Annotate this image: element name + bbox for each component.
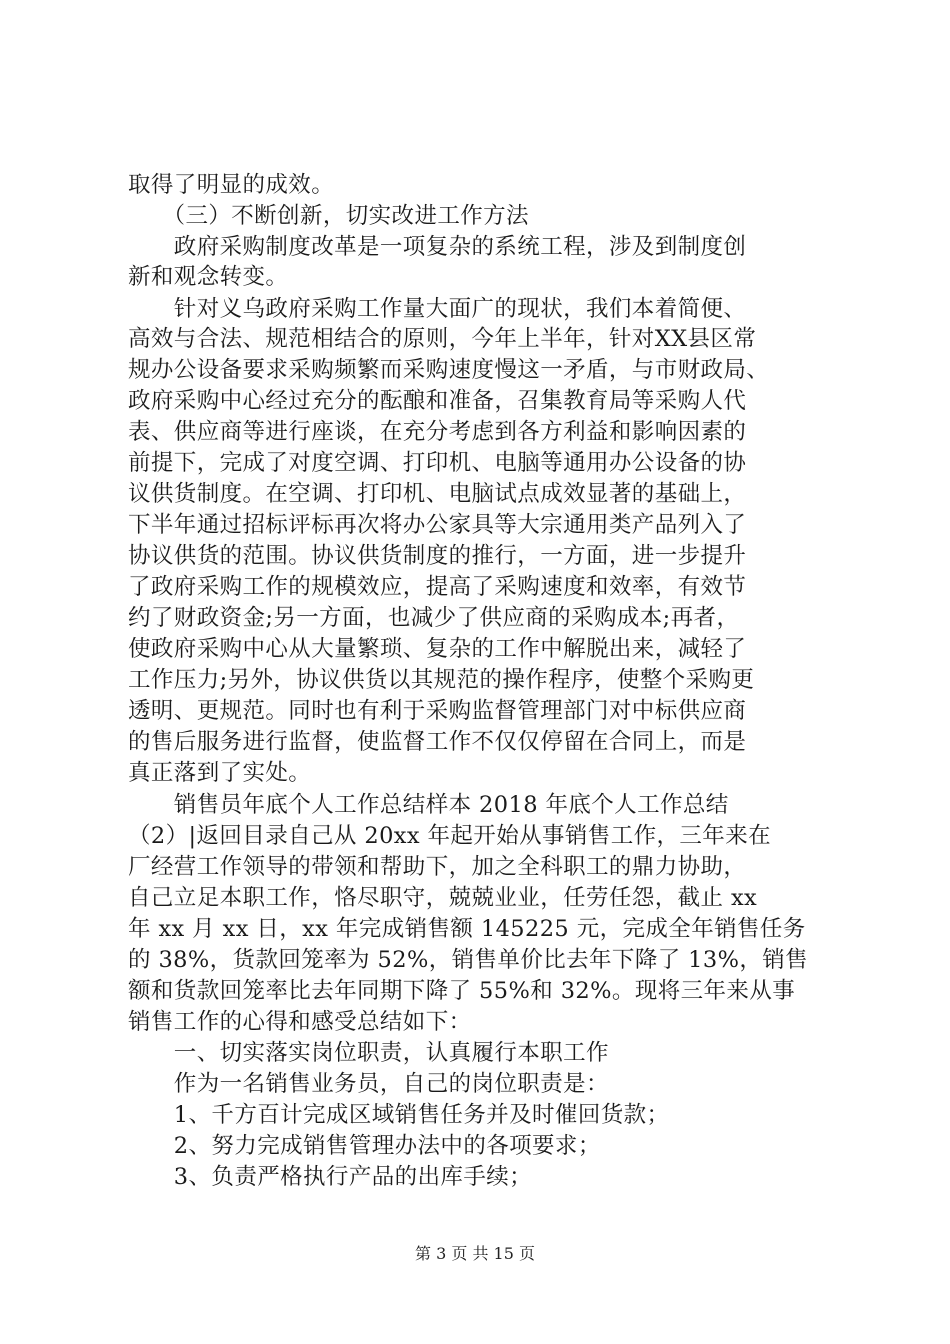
page-number: 第 3 页 共 15 页 (415, 1244, 535, 1263)
text-line: 透明、更规范。同时也有利于采购监督管理部门对中标供应商 (128, 698, 747, 724)
text-line: 真正落到了实处。 (128, 760, 312, 786)
text-line: 前提下，完成了对度空调、打印机、电脑等通用办公设备的协 (128, 450, 747, 476)
list-item: 3、负责严格执行产品的出库手续； (128, 1164, 533, 1190)
section-heading: （三）不断创新，切实改进工作方法 (128, 203, 529, 229)
text-line: 年 xx 月 xx 日，xx 年完成销售额 145225 元，完成全年销售任务 (128, 916, 806, 942)
text-line: 新和观念转变。 (128, 264, 289, 290)
section-heading: 销售员年底个人工作总结样本 2018 年底个人工作总结 (128, 792, 729, 818)
text-line: 作为一名销售业务员，自己的岗位职责是： (128, 1071, 609, 1097)
text-line: 自己立足本职工作，恪尽职守，兢兢业业，任劳任怨，截止 xx (128, 885, 758, 911)
text-line: 针对义乌政府采购工作量大面广的现状，我们本着简便、 (128, 296, 747, 322)
text-line: 的售后服务进行监督，使监督工作不仅仅停留在合同上，而是 (128, 729, 747, 755)
text-line: 高效与合法、规范相结合的原则，今年上半年，针对XX县区常 (128, 326, 757, 352)
text-line: 表、供应商等进行座谈，在充分考虑到各方利益和影响因素的 (128, 419, 747, 445)
section-heading: 一、切实落实岗位职责，认真履行本职工作 (128, 1040, 609, 1066)
text-line: 政府采购中心经过充分的酝酿和准备，召集教育局等采购人代 (128, 388, 747, 414)
text-line: 议供货制度。在空调、打印机、电脑试点成效显著的基础上， (128, 481, 747, 507)
text-line: 使政府采购中心从大量繁琐、复杂的工作中解脱出来，减轻了 (128, 636, 747, 662)
text-line: 厂经营工作领导的带领和帮助下，加之全科职工的鼎力协助， (128, 854, 747, 880)
text-line: 取得了明显的成效。 (128, 172, 335, 198)
text-line: 了政府采购工作的规模效应，提高了采购速度和效率，有效节 (128, 574, 747, 600)
text-line: 的 38%，货款回笼率为 52%，销售单价比去年下降了 13%，销售 (128, 947, 809, 973)
list-item: 1、千方百计完成区域销售任务并及时催回货款； (128, 1102, 670, 1128)
text-line: 工作压力;另外，协议供货以其规范的操作程序，使整个采购更 (128, 667, 755, 693)
text-line: 协议供货的范围。协议供货制度的推行，一方面，进一步提升 (128, 543, 747, 569)
text-line: 政府采购制度改革是一项复杂的系统工程，涉及到制度创 (128, 234, 747, 260)
text-line: （2）|返回目录自己从 20xx 年起开始从事销售工作，三年来在 (128, 823, 772, 849)
text-line: 下半年通过招标评标再次将办公家具等大宗通用类产品列入了 (128, 512, 747, 538)
text-line: 规办公设备要求采购频繁而采购速度慢这一矛盾，与市财政局、 (128, 357, 770, 383)
text-line: 约了财政资金;另一方面，也减少了供应商的采购成本;再者， (128, 605, 740, 631)
list-item: 2、努力完成销售管理办法中的各项要求； (128, 1133, 601, 1159)
text-line: 销售工作的心得和感受总结如下： (128, 1009, 472, 1035)
text-line: 额和货款回笼率比去年同期下降了 55%和 32%。现将三年来从事 (128, 978, 796, 1004)
